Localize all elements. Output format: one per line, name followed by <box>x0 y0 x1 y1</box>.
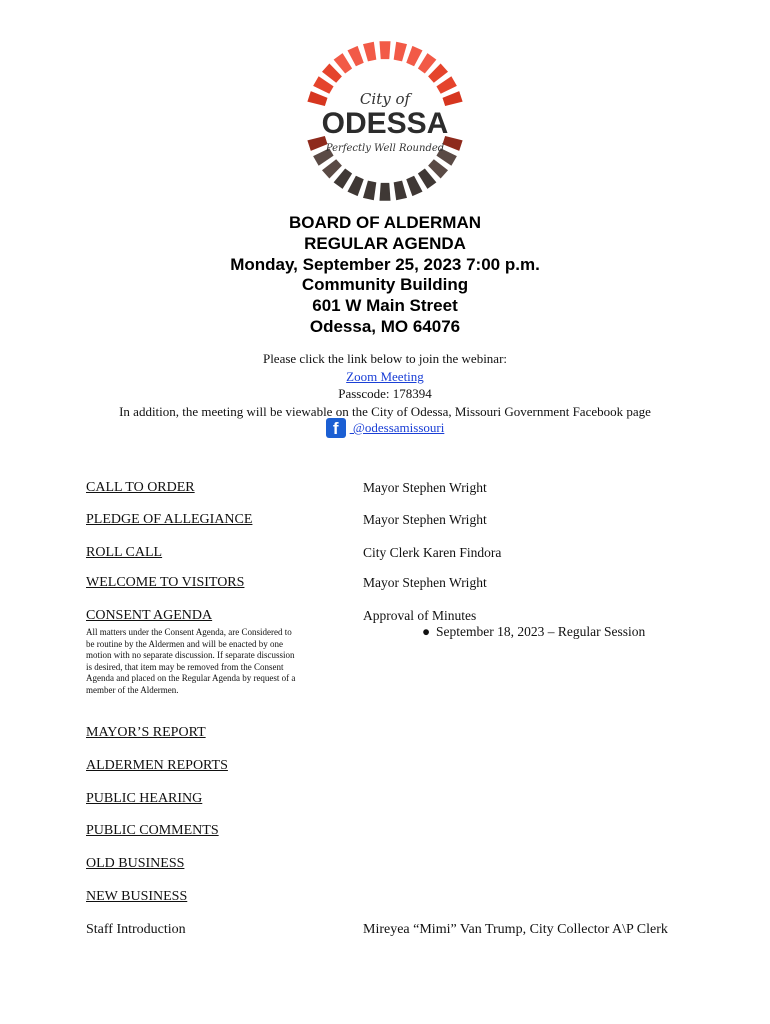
agenda-title: REGULAR AGENDA <box>304 233 466 253</box>
logo-ray <box>379 183 390 201</box>
staff-intro-label: Staff Introduction <box>86 922 186 937</box>
logo-ray <box>428 159 448 178</box>
meeting-header <box>0 213 770 338</box>
logo-ray <box>436 76 456 93</box>
public-hearing-label: PUBLIC HEARING <box>86 791 203 806</box>
facebook-handle-link[interactable]: @odessamissouri <box>349 420 445 435</box>
public-comments-label: PUBLIC COMMENTS <box>86 823 219 838</box>
logo-ray <box>334 169 352 189</box>
consent-bullet-item: ● September 18, 2023 – Regular Session <box>422 624 646 639</box>
logo-ray <box>322 63 342 82</box>
facebook-icon[interactable]: f <box>326 418 346 438</box>
logo-ray <box>394 181 407 201</box>
logo-city-of: City of <box>359 90 411 108</box>
logo-ray <box>334 53 352 73</box>
webinar-info <box>0 350 770 420</box>
zoom-meeting-link[interactable]: Zoom Meeting <box>346 368 424 384</box>
call-to-order-presenter: Mayor Stephen Wright <box>363 480 487 495</box>
logo-ray <box>379 41 390 59</box>
webinar-intro: Please click the link below to join the webinar: <box>262 351 508 366</box>
logo-ray <box>363 42 376 62</box>
webinar-passcode: Passcode: 178394 <box>338 386 432 401</box>
roll-call-presenter: City Clerk Karen Findora <box>363 545 502 560</box>
logo-ray <box>307 91 327 106</box>
logo-ray <box>347 176 363 196</box>
logo-ray <box>347 46 363 66</box>
roll-call-label: ROLL CALL <box>86 545 163 560</box>
consent-detail: Approval of Minutes <box>363 608 477 623</box>
logo-ray <box>394 42 407 62</box>
pledge-presenter: Mayor Stephen Wright <box>363 512 487 527</box>
logo-ray <box>322 159 342 178</box>
board-title: BOARD OF ALDERMAN <box>288 213 482 232</box>
logo-ray <box>406 176 422 196</box>
logo-ray <box>418 169 436 189</box>
aldermen-reports-label: ALDERMEN REPORTS <box>86 758 228 773</box>
old-business-label: OLD BUSINESS <box>86 856 185 871</box>
logo-ray <box>313 76 333 93</box>
logo-ray <box>363 181 376 201</box>
logo-name: ODESSA <box>321 107 449 140</box>
consent-bullet-text: September 18, 2023 – Regular Session <box>436 624 646 639</box>
consent-agenda-note: All matters under the Consent Agenda, are Considered to be routine by the Aldermen and will be enacted by one motion with no separate discussion. If separate discussion is desired, that item may be removed from the Consent Agenda and placed on the Regular Agenda by request of a member of the Aldermen. <box>86 627 296 695</box>
call-to-order-label: CALL TO ORDER <box>86 480 195 495</box>
consent-agenda-label: CONSENT AGENDA <box>86 608 213 623</box>
new-business-label: NEW BUSINESS <box>86 889 188 904</box>
pledge-label: PLEDGE OF ALLEGIANCE <box>86 512 253 527</box>
staff-intro-presenter: Mireyea “Mimi” Van Trump, City Collector A\P Clerk <box>363 922 668 937</box>
facebook-row <box>0 418 770 438</box>
logo-ray <box>406 46 422 66</box>
meeting-venue: Community Building <box>301 275 469 295</box>
meeting-street: 601 W Main Street <box>312 296 458 316</box>
logo-ray <box>428 63 448 82</box>
logo-tagline: Perfectly Well Rounded <box>325 143 445 154</box>
welcome-presenter: Mayor Stephen Wright <box>363 575 487 590</box>
facebook-note: In addition, the meeting will be viewable on the City of Odessa, Missouri Government Facebook page <box>119 403 651 419</box>
meeting-city: Odessa, MO 64076 <box>309 316 461 336</box>
city-logo <box>305 40 465 202</box>
meeting-date: Monday, September 25, 2023 7:00 p.m. <box>230 254 540 274</box>
logo-ray <box>418 53 436 73</box>
welcome-label: WELCOME TO VISITORS <box>86 575 245 590</box>
odessa-logo-graphic <box>305 40 465 202</box>
mayors-report-label: MAYOR’S REPORT <box>86 725 206 740</box>
logo-ray <box>443 91 463 106</box>
